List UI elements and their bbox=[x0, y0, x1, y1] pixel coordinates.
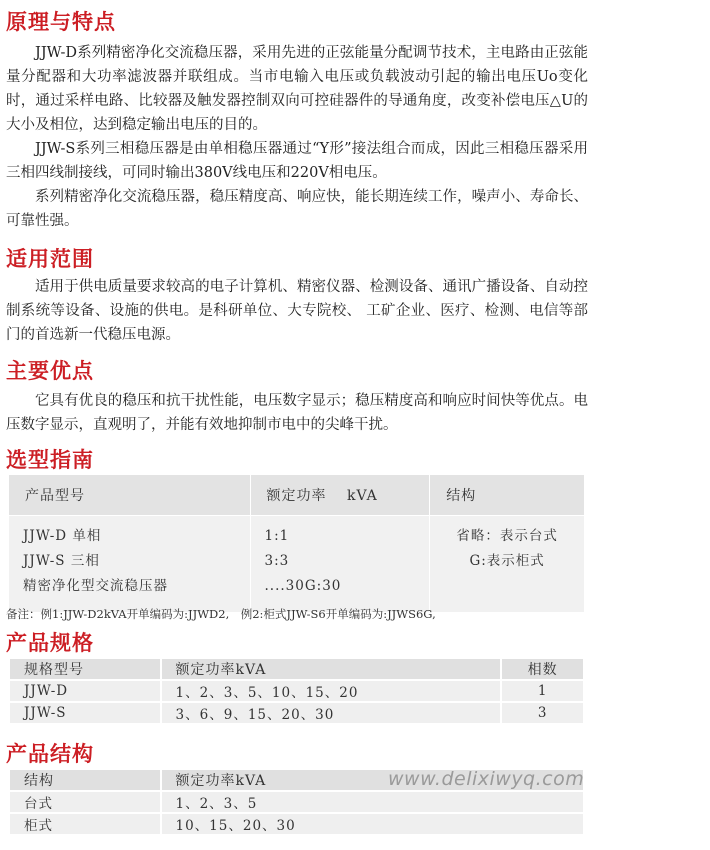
spec-model-cell: JJW-D bbox=[9, 680, 161, 702]
table-row bbox=[9, 791, 584, 813]
section-title-guide: 选型指南 bbox=[6, 448, 94, 472]
guide-structure-cell bbox=[430, 516, 585, 613]
section-title-advantages: 主要优点 bbox=[6, 359, 94, 383]
table-row bbox=[9, 680, 584, 702]
guide-structure-item: G:表示柜式 bbox=[469, 553, 545, 569]
structure-header-power: 额定功率kVA bbox=[161, 769, 585, 791]
guide-header-model: 产品型号 bbox=[9, 475, 251, 516]
structure-header-type: 结构 bbox=[9, 769, 161, 791]
guide-header-row bbox=[9, 475, 585, 516]
guide-model-item: JJW-D 单相 bbox=[23, 528, 102, 544]
section-title-spec: 产品规格 bbox=[6, 631, 94, 655]
website-watermark: www.delixiwyq.com bbox=[388, 768, 585, 790]
guide-power-item: 3:3 bbox=[264, 553, 290, 569]
section-title-principle: 原理与特点 bbox=[6, 10, 116, 34]
principle-paragraph-2: JJW-S系列三相稳压器是由单相稳压器通过“Y形”接法组合而成，因此三相稳压器采用三相四线制接线，可同时输出380V线电压和220V相电压。 bbox=[6, 141, 588, 181]
spec-power-cell: 3、6、9、15、20、30 bbox=[161, 702, 502, 724]
principle-paragraph-3: 系列精密净化交流稳压器，稳压精度高、响应快，能长期连续工作，噪声小、寿命长、可靠性强。 bbox=[6, 189, 588, 229]
spec-header-row bbox=[9, 658, 584, 680]
structure-power-cell: 10、15、20、30 bbox=[161, 813, 585, 835]
spec-header-phase: 相数 bbox=[501, 658, 584, 680]
table-row bbox=[9, 702, 584, 724]
spec-model-cell: JJW-S bbox=[9, 702, 161, 724]
guide-structure-item: 省略：表示台式 bbox=[456, 528, 558, 544]
table-row bbox=[9, 813, 584, 835]
spec-phase-cell: 1 bbox=[501, 680, 584, 702]
spec-phase-cell: 3 bbox=[501, 702, 584, 724]
spec-power-cell: 1、2、3、5、10、15、20 bbox=[161, 680, 502, 702]
guide-model-item: JJW-S 三相 bbox=[23, 553, 100, 569]
guide-model-cell bbox=[9, 516, 251, 613]
section-title-structure: 产品结构 bbox=[6, 742, 94, 766]
guide-power-item: ....30G:30 bbox=[264, 578, 342, 594]
section-title-scope: 适用范围 bbox=[6, 247, 94, 271]
structure-power-cell: 1、2、3、5 bbox=[161, 791, 585, 813]
scope-paragraph: 适用于供电质量要求较高的电子计算机、精密仪器、检测设备、通讯广播设备、自动控制系统等设备、设施的供电。是科研单位、大专院校、 工矿企业、医疗、检测、电信等部门的首选新一代稳压电源。 bbox=[6, 279, 588, 343]
guide-header-structure: 结构 bbox=[430, 475, 585, 516]
structure-type-cell: 台式 bbox=[9, 791, 161, 813]
guide-model-item: 精密净化型交流稳压器 bbox=[23, 578, 168, 594]
principle-paragraph-1: JJW-D系列精密净化交流稳压器，采用先进的正弦能量分配调节技术，主电路由正弦能量分配器和大功率滤波器并联组成。当市电输入电压或负载波动引起的输出电压Uo变化时，通过采样电路、比较器及触发器控制双向可控硅器件的导通角度，改变补偿电压△U的大小及相位，达到稳定输出电压的目的。 bbox=[6, 45, 588, 133]
spec-header-power: 额定功率kVA bbox=[161, 658, 502, 680]
product-spec-table bbox=[8, 657, 585, 725]
guide-power-item: 1:1 bbox=[264, 528, 290, 544]
spec-header-model: 规格型号 bbox=[9, 658, 161, 680]
advantages-paragraph: 它具有优良的稳压和抗干扰性能，电压数字显示；稳压精度高和响应时间快等优点。电压数字显示，直观明了，并能有效地抑制市电中的尖峰干扰。 bbox=[6, 393, 588, 433]
selection-guide-table bbox=[8, 474, 585, 613]
guide-body-row bbox=[9, 516, 585, 613]
guide-header-power: 额定功率 kVA bbox=[250, 475, 430, 516]
guide-note: 备注：例1:JJW-D2kVA开单编码为:JJWD2, 例2:柜式JJW-S6开单编码为:JJWS6G, bbox=[6, 607, 436, 621]
guide-power-cell bbox=[250, 516, 430, 613]
structure-type-cell: 柜式 bbox=[9, 813, 161, 835]
